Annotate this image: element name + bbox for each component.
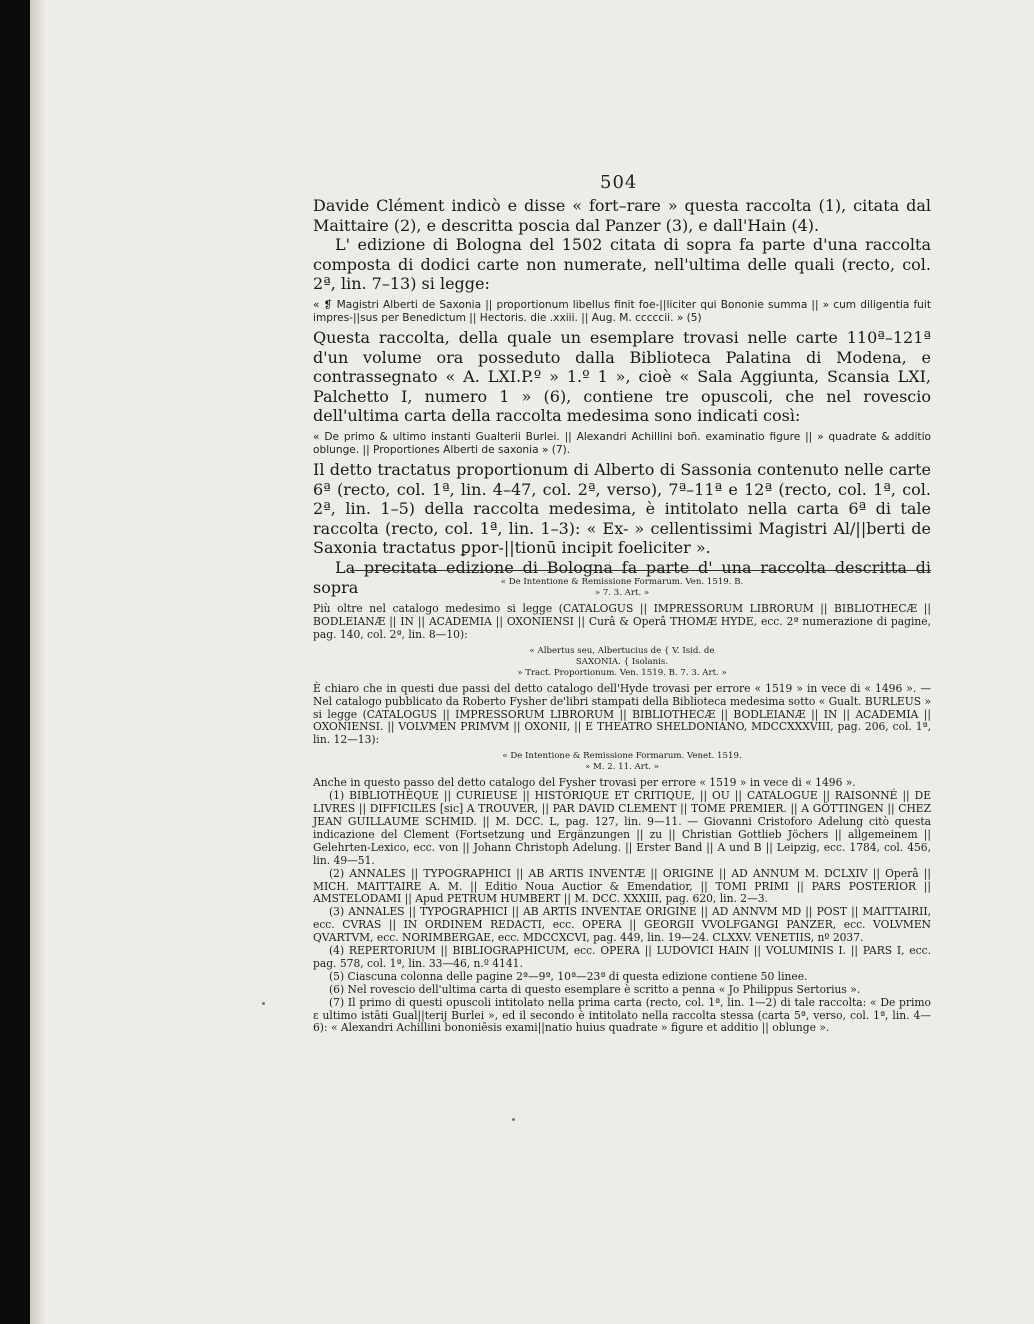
footnote-5: (5) Ciascuna colonna delle pagine 2ª—9ª, 10ª—23ª di questa edizione contiene 50 linee. [329, 969, 808, 983]
footnote-2: (2) ANNALES || TYPOGRAPHICI || AB ARTIS INVENTÆ || ORIGINE || AD ANNUM M. DCLXIV || Operâ || MICH. MAITTAIRE A. M. || Editio Noua Auctior & Emendatior, || TOMI PRIMI || PARS POSTERIOR || AMSTELODAMI || Apud PETRUM HUMBERT || M. DCC. XXXIII, pag. 620, lin. 2—3. [313, 866, 931, 906]
footnote-text-3: Anche in questo passo del detto catalogo del Fysher trovasi per errore « 1519 » in vece di « 1496 ». [313, 776, 856, 790]
catalog-citation-3b: » M. 2. 11. Art. » [584, 762, 660, 773]
paragraph-2: L' edizione di Bologna del 1502 citata di sopra fa parte d'una raccolta composta di dodici carte non numerate, nell'ultima delle quali (recto, col. 2ª, lin. 7–13) si legge: [313, 235, 931, 294]
footnote-6: (6) Nel rovescio dell'ultima carta di questo esemplare è scritto a penna « Jo Philippus Sertorius ». [329, 982, 861, 996]
speck [262, 1002, 265, 1005]
page-gutter-shadow [30, 0, 46, 1324]
footnotes [313, 577, 931, 1035]
footnote-7: (7) Il primo di questi opuscoli intitolato nella prima carta (recto, col. 1ª, lin. 1—2) di tale raccolta: « De primo ɛ ultimo istāti Gual||terij Burlei », ed il secondo è intitolato nella raccolta stessa (carta 5ª, verso, col. 1ª, lin. 4—6): « Alexandri Achillini bononiēsis exami||natio huius quadrate » figure et additio || oblunge ». [313, 995, 931, 1035]
contents-quote: « De primo & ultimo instanti Gualterii Burlei. || Alexandri Achillini boñ. examinatio figure || » quadrate & additio oblunge. || Proportiones Alberti de saxonia » (7). [313, 430, 931, 456]
footnote-1: (1) BIBLIOTHÈQUE || CURIEUSE || HISTORIQUE ET CRITIQUE, || OU || CATALOGUE || RAISONNÉ || DE LIVRES || DIFFICILES [sic] A TROUVER, || PAR DAVID CLEMENT || TOME PREMIER. || A GÖTTINGEN || CHEZ JEAN GUILLAUME SCHMID. || M. DCC. L, pag. 127, lin. 9—11. — Giovanni Cristoforo Adelung citò questa indicazione del Clement (Fortsetzung und Ergänzungen || zu || Christian Gottlieb Jöchers || allgemeinem || Gelehrten-Lexico, ecc. von || Johann Christoph Adelung. || Erster Band || A und B || Leipzig, ecc. 1784, col. 456, lin. 49—51. [313, 789, 931, 867]
paragraph-3: Questa raccolta, della quale un esemplare trovasi nelle carte 110ª–121ª d'un volume ora posseduto dalla Biblioteca Palatina di Modena, e contrassegnato « A. LXI.P.º » 1.º 1 », cioè « Sala Aggiunta, Scansia LXI, Palchetto I, numero 1 » (6), contiene tre opuscoli, che nel rovescio dell'ultima carta della raccolta medesima sono indicati così: [313, 327, 931, 426]
main-text [313, 196, 931, 597]
catalog-citation-2c: » Tract. Proportionum. Ven. 1519. B. 7. 3. Art. » [517, 667, 727, 678]
catalog-citation-1b: » 7. 3. Art. » [594, 588, 650, 598]
paragraph-4: Il detto tractatus proportionum di Alberto di Sassonia contenuto nelle carte 6ª (recto, col. 1ª, lin. 4–47, col. 2ª, verso), 7ª–11ª e 12ª (recto, col. 1ª, col. 2ª, lin. 1–5) della raccolta medesima, è intitolato nella carta 6ª di tale raccolta (recto, col. 1ª, lin. 1–3): « Ex- » cellentissimi Magistri Al/||berti de Saxonia tractatus ꝑpor-||tionū incipit foeliciter ». [313, 459, 931, 558]
footnote-3: (3) ANNALES || TYPOGRAPHICI || AB ARTIS INVENTAE ORIGINE || AD ANNVM MD || POST || MAITTAIRII, ecc. CVRAS || IN ORDINEM REDACTI, ecc. OPERA || GEORGII VVOLFGANGI PANZER, ecc. VOLVMEN QVARTVM, ecc. NORIMBERGAE, ecc. MDCCXCVI, pag. 449, lin. 19—24. CLXXV. VENETIIS, nº 2037. [313, 905, 931, 945]
catalog-citation-2a: « Albertus seu, Albertucius de { V. Isid. de [529, 645, 715, 656]
footnote-text-1: Più oltre nel catalogo medesimo si legge (CATALOGUS || IMPRESSORUM LIBRORUM || BIBLIOTHECÆ || BODLEIANÆ || IN || ACADEMIA || OXONIENSI || Curâ & Operâ THOMÆ HYDE, ecc. 2ª numerazione di pagine, pag. 140, col. 2ª, lin. 8—10): [313, 602, 931, 641]
footnote-4: (4) REPERTORIUM || BIBLIOGRAPHICUM, ecc. OPERA || LUDOVICI HAIN || VOLUMINIS I. || PARS I, ecc. pag. 578, col. 1ª, lin. 33—46, n.º 4141. [313, 944, 931, 970]
page-number: 504 [600, 172, 638, 193]
colophon-quote: « ❡ Magistri Alberti de Saxonia || proportionum libellus finit foe-||liciter qui Bononie summa || » cum diligentia fuit impres-||sus per Benedictum || Hectoris. die .xxiii. || Aug. M. cccccii. » (5) [313, 298, 931, 324]
speck [512, 1118, 515, 1121]
footnote-text-2: È chiaro che in questi due passi del detto catalogo dell'Hyde trovasi per errore « 1519 » in vece di « 1496 ». — Nel catalogo pubblicato da Roberto Fysher de'libri stampati della Biblioteca medesima sotto « Gualt. BURLEUS » si legge (CATALOGUS || IMPRESSORUM LIBRORUM || BIBLIOTHECÆ || BODLEIANÆ || IN || ACADEMIA || OXONIENSI. || VOLVMEN PRIMVM || OXONII, || E THEATRO SHELDONIANO, MDCCXXXVIII, pag. 206, col. 1ª, lin. 12—13): [313, 681, 931, 747]
catalog-citation-2b: SAXONIA. { Isolanis. [575, 656, 669, 667]
catalog-citation-1a: « De Intentione & Remissione Formarum. Ven. 1519. B. [500, 577, 744, 587]
paragraph-1: Davide Clément indicò e disse « fort–rare » questa raccolta (1), citata dal Maittaire (2), e descritta poscia dal Panzer (3), e dall'Hain (4). [313, 196, 931, 235]
catalog-citation-3a: « De Intentione & Remissione Formarum. Venet. 1519. [502, 751, 742, 762]
paragraph-5: La precitata edizione di Bologna fa parte d' una raccolta descritta di sopra [313, 557, 931, 597]
footnote-rule [350, 570, 931, 571]
